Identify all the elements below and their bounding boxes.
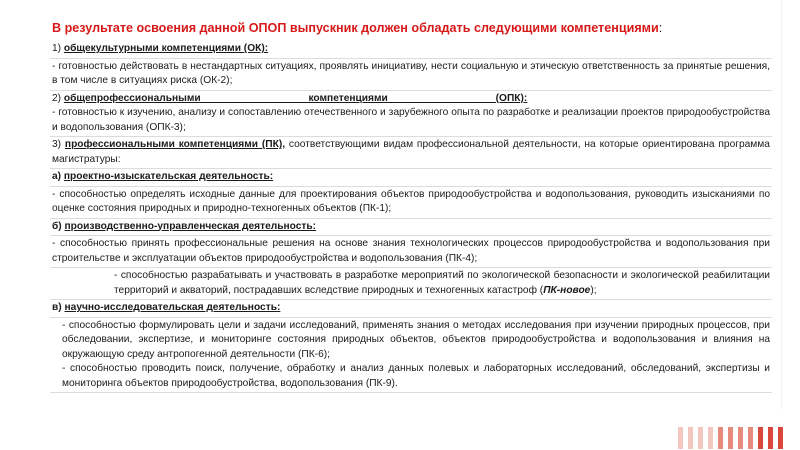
competency-text: - способностью формулировать цели и задачи исследований, применять знания о методах исследования при изучении природных процессов, при обследовании, экспертизе, и мониторинге состояния природных объектов, объектов природообустройства и водопользования и влияния на окружающую среду антропогенной деятельности (ПК-6); (62, 319, 770, 360)
decor-stripe (678, 427, 683, 449)
section-title: общекультурными компетенциями (ОК): (63, 43, 269, 54)
subsection-title: производственно-управленческая деятельность: (64, 220, 317, 232)
subsection-a-header (50, 169, 772, 187)
competency-item (50, 236, 772, 268)
competencies-list (50, 41, 772, 393)
section-number: 3) (52, 139, 62, 150)
subsection-letter: б) (52, 220, 62, 232)
decor-stripe (698, 427, 703, 449)
decor-stripe (738, 427, 743, 449)
decor-stripe (728, 427, 733, 449)
competency-code: ПК-новое (543, 284, 591, 296)
decor-stripe (778, 427, 783, 449)
right-divider (781, 0, 782, 410)
section-ok-header (50, 41, 772, 59)
subsection-b-header (50, 219, 772, 237)
subsection-title: проектно-изыскательская деятельность: (63, 171, 274, 182)
competency-text: - способностью проводить поиск, получение, обработку и анализ данных полевых и лабораторных исследований, обследований, экспертизы и мониторинга объектов природообустройства, водопользования (ПК-9). (62, 363, 770, 389)
competency-item (50, 59, 772, 91)
decor-stripe (768, 427, 773, 449)
competency-text: - способностью определять исходные данные для проектирования объектов природообустройства и водопользования, руководить изысканиями по оценке состояния природных и природно-техногенных объектов (ПК-1); (52, 188, 770, 214)
section-title: общепрофессиональными компетенциями (ОПК): (63, 92, 528, 104)
heading-text: В результате освоения данной ОПОП выпускник должен обладать следующими компетенциями (52, 21, 659, 35)
competency-group (50, 318, 772, 394)
decor-stripe (708, 427, 713, 449)
decor-stripe (748, 427, 753, 449)
decor-stripe (688, 427, 693, 449)
decor-stripe (758, 427, 763, 449)
section-title: профессиональными компетенциями (ПК), (64, 139, 286, 150)
competency-text: - способностью принять профессиональные решения на основе знания технологических процессов природообустройства и водопользования при строительстве и эксплуатации объектов природообустройства и водопользования (ПК-4); (52, 238, 770, 264)
subsection-letter: в) (52, 302, 62, 313)
subsection-title: научно-исследовательская деятельность: (64, 302, 281, 313)
competency-item (50, 268, 772, 300)
section-opk-header (52, 92, 770, 107)
slide-heading (52, 21, 752, 35)
competency-text: - готовностью действовать в нестандартных ситуациях, проявлять инициативу, нести социальную и этическую ответственность за принятые решения, в том числе в ситуациях риска (ОК-2); (52, 60, 770, 86)
competency-tail: ); (590, 284, 597, 296)
subsection-v-header (50, 300, 772, 318)
competency-text: - готовностью к изучению, анализу и сопоставлению отечественного и зарубежного опыта по разработке и реализации проектов природообустройства и водопользования (ОПК-3); (52, 107, 770, 133)
competency-text: - способностью разрабатывать и участвовать в разработке мероприятий по экологической безопасности и экологической реабилитации территорий и акваторий, пострадавших вследствие природных и техногенных катастроф ( (114, 270, 770, 296)
section-opk (50, 91, 772, 138)
section-pk-header (50, 137, 772, 169)
section-number: 1) (52, 43, 62, 54)
section-number: 2) (52, 92, 62, 104)
heading-colon: : (658, 21, 663, 35)
decor-stripe (718, 427, 723, 449)
subsection-letter: а) (52, 171, 62, 182)
section-description: соответствующими видам профессиональной деятельности, на которые ориентирована программа магистратуры: (52, 139, 770, 165)
competency-item (50, 187, 772, 219)
